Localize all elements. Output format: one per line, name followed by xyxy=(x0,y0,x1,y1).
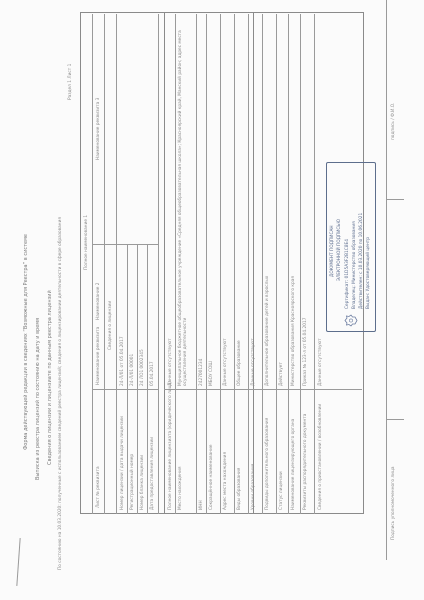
t1-row2-name: Регистрационный номер xyxy=(130,453,135,510)
header-line-1: Форма действующей редакции в сведениях “Возможные для Реестра” в системе xyxy=(23,234,29,450)
t2-row10-value: Министерство образования Красноярского края xyxy=(291,276,296,386)
page-label: Раздел 1 Лист 1 xyxy=(68,63,73,100)
t2-row10-name: Наименование лицензирующего органа xyxy=(291,418,296,510)
t2-row5-value: Данные отсутствуют xyxy=(223,338,228,386)
stamp-line-2: ЭЛЕКТРОННОЙ ПОДПИСЬЮ xyxy=(337,218,342,281)
t2-row11-value: Приказ № 123-л от 05.04.2017 xyxy=(303,317,308,386)
stamp-line-6: Выдан: Удостоверяющий центр xyxy=(366,237,371,309)
t2-row3-value: 2427001234 xyxy=(199,358,204,386)
header-line-2: Выписка из реестра лицензий по состоянию на дату и время xyxy=(35,317,41,480)
t1-row4-value: 05.04.2017 xyxy=(150,361,155,386)
t2-row12-value: Данные отсутствуют xyxy=(318,338,323,386)
stamp-line-1: ДОКУМЕНТ ПОДПИСАН xyxy=(330,225,335,277)
t2-row9-value: Действует xyxy=(279,362,284,386)
t2-row12-name: Сведения о приостановлении / возобновлении xyxy=(318,403,323,510)
t1-row1-value: 24-Л/01 от 05.04.2017 xyxy=(120,336,125,386)
t2-row6-name: Виды образования xyxy=(237,467,242,510)
t2-row4-value: МБОУ СОШ xyxy=(209,361,214,386)
t1-row4-name: Дата предоставления лицензии xyxy=(150,436,155,510)
t2-row2-value: Муниципальное бюджетное общеобразовательное учреждение «Средняя общеобразовательная школа»; Красноярский край, Манский район; адрес места осуществления деятельности xyxy=(178,30,189,386)
t1-row3-value: 24 ЛО1 0002345 xyxy=(140,349,145,386)
t2-row7-value: Данные отсутствуют xyxy=(251,338,256,386)
stamp-line-5: Действителен: с 10.03.2020 по 10.06.2021 xyxy=(359,212,364,309)
t2-row8-name: Подвиды дополнительного образования xyxy=(265,417,270,510)
t2-row8-value: Дополнительное образование детей и взрослых xyxy=(265,275,270,386)
col-number-header: Лист № реквизита xyxy=(96,466,101,508)
stamp-line-3: Сертификат: 01D5A3F2B1C8E4 xyxy=(345,239,350,309)
t2-row1-value: Данные отсутствуют xyxy=(168,338,173,386)
t2-row2-name: Место нахождения xyxy=(178,466,183,510)
header-line-3: Сведения о лицензии и лицензиате по данным реестра лицензий xyxy=(47,290,53,465)
emblem-icon xyxy=(344,314,358,327)
t2-row11-name: Реквизиты распорядительного документа xyxy=(303,413,308,510)
col-value-header: Наименование 2 xyxy=(96,282,101,320)
t2-row6-value: Общее образование xyxy=(237,340,242,386)
t2-row7-name: Уровни образования xyxy=(251,463,256,510)
table1-subheader: Сведения о лицензии xyxy=(108,300,113,350)
stamp-line-4: Владелец: Министерство образования xyxy=(352,221,357,309)
col-name-header: Наименование реквизита xyxy=(96,326,101,385)
footer-rule xyxy=(386,0,387,560)
t2-row3-name: ИНН xyxy=(199,500,204,510)
t1-row3-name: Номер бланка лицензии xyxy=(140,454,145,510)
footer-right: подпись / Ф.И.О. xyxy=(391,102,396,140)
t1-row1-name: Номер лицензии / дата выдачи лицензии xyxy=(120,416,125,510)
signature-stamp xyxy=(326,162,376,332)
t2-row4-name: Сокращённое наименование xyxy=(209,444,214,510)
t2-row9-name: Статус лицензии xyxy=(279,471,284,510)
table1-top-right: Полное наименование 1 xyxy=(84,214,89,270)
col-value2-header: Наименование реквизита 3 xyxy=(96,97,101,160)
footer-left: Подпись уполномоченного лица xyxy=(391,466,396,540)
t2-row5-name: Адрес места нахождения xyxy=(223,451,228,510)
header-line-4: По состоянию на 10.03.2020: полученные с использованием сведений реестра лицензий; сведения о лицензировании деятельности в сфере образования xyxy=(58,217,63,570)
t2-row1-name: Полное наименование лицензиата (юридического лица) xyxy=(168,381,173,510)
t1-row2-value: 24-Л/01 00001 xyxy=(130,353,135,386)
